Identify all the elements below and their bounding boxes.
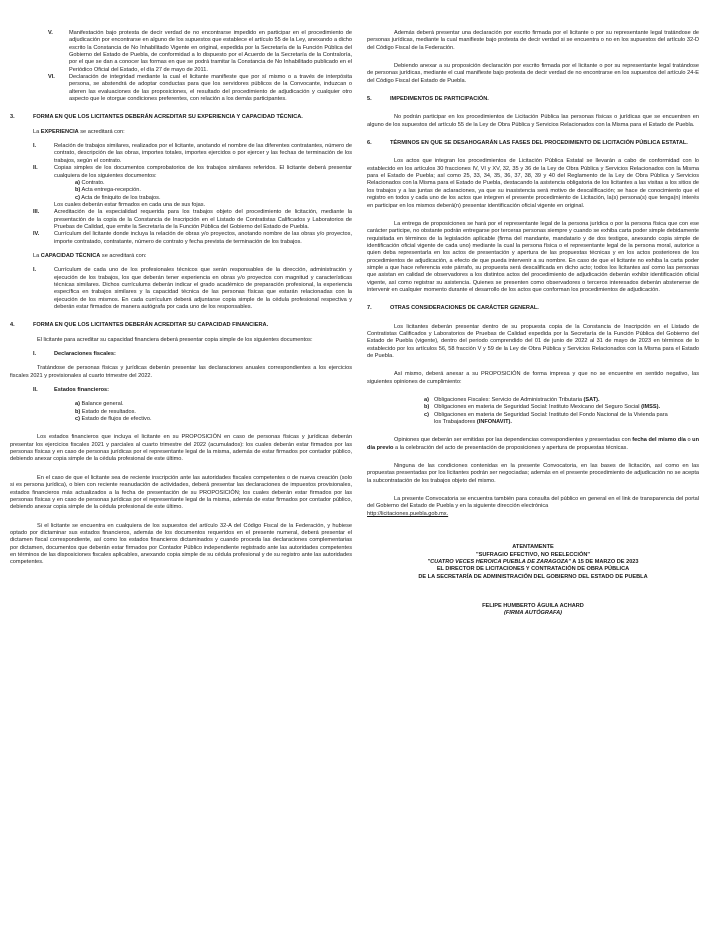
paragraph: Los licitantes deberán presentar dentro de su propuesta copia de la Constancia de Inscripción en el Listado de Contratistas Calificados y Laboratorios de Pruebas de Calidad expedida por la Secretaría de la Función Pública del Gobierno del Estado de Puebla (vigente), dentro del periodo comprendido del 01 de junio de 2022 al 31 de mayo de 2023 en términos de lo establecido por los artículos 56, 58 fracción V y 59 de la Ley de Obra Pública y Servicios Relacionados con la Misma para el Estado de Puebla. — [367, 323, 699, 359]
section-title: IMPEDIMENTOS DE PARTICIPACIÓN. — [390, 96, 489, 103]
list-item — [75, 187, 352, 194]
experience-item — [10, 209, 352, 231]
paragraph: Los actos que integran los procedimientos de Licitación Pública Estatal se llevarán a cabo de conformidad con lo establecido en los artículos 30 fracciones IV, VI y XV, 32, 35 y 36 de la Ley de Obra Pública y Servicios Relacionados con la Misma para el Estado de Puebla; así como 25, 33, 34, 35, 36, 37, 38, 39 y 40 del Reglamento de la Ley de Obra Pública y Servicios Relacionados con la Misma para el Estado de Puebla, destacando la asistencia obligatoria de los licitantes a las visitas a los sitios de los trabajos y a las juntas de aclaraciones, ya que su inasistencia será motivo de descalificación; se hace de conocimiento que el registro en todos y cada uno de los actos que integren el presente procedimiento de Licitación, la(s) persona(s) que tenga(n) interés en participar en los mismos deberá(n) presentar identificación oficial vigente en original. — [367, 158, 699, 209]
paragraph: Los estados financieros que incluya el licitante en su PROPOSICIÓN en caso de personas físicas y jurídicas deberán presentar los ejercicios fiscales 2021 y parciales al cuarto trimestre del 2022 (acumulados): los cuales deberán estar firmados por las personas físicas y en caso de personas jurídicas por el representante legal de la misma, además de estar firmados por contador público, debiendo anexar copia simple de la cédula profesional de este último. — [10, 434, 352, 463]
item-text: Currículum de cada uno de los profesionales técnicos que serán responsables de la dirección, administración y ejecución de los trabajos, los que deberán tener experiencia en obras y/o proyectos con magnitud y características técnicas similares. Dichos currículums deberán indicar el grado académico de preparación profesional, la experiencia específica en trabajos similares y la capacidad técnica de las personas físicas que estarán relacionadas con la ejecución de los mismos. En cada currículum deberá adjuntarse copia simple de la cédula profesional respectiva y deberán estar firmados de manera autógrafa por cada uno de los responsables. — [54, 267, 352, 310]
item-text: Copias simples de los documentos comprobatorios de los trabajos similares referidos. El licitante deberá presentar cualquiera de los siguientes documentos: — [54, 165, 352, 179]
list-letter: c) — [75, 194, 80, 201]
documents-note: Los cuales deberán estar firmados en cada una de sus fojas. — [54, 201, 206, 208]
item-number: II. — [33, 165, 38, 172]
document-list — [10, 180, 352, 202]
experience-item — [10, 165, 352, 180]
capacity-intro — [10, 253, 352, 260]
list-item — [75, 409, 352, 416]
agency-abbr: (INFONAVIT). — [476, 419, 512, 426]
section-number: 3. — [10, 114, 15, 121]
experience-label: EXPERIENCIA — [40, 128, 79, 135]
paragraph: Si el licitante se encuentra en cualquiera de los supuestos del artículo 32-A del Código Fiscal de la Federación, y hubiese optado por dictaminar sus estados financieros, además de los documentos requeridos en el presente numeral, deberá presentar el dictamen fiscal correspondiente, así como los estados financieros dictaminados y cuando proceda las declaraciones complementarias por dictamen, documentos que deberán estar firmados por Contador Público independiente registrado ante las autoridades competentes en términos de las disposiciones fiscales aplicables, anexando copia simple de su cédula profesional y de su registro ante las autoridades competentes. — [10, 522, 352, 566]
agency-abbr: (SAT). — [583, 397, 600, 404]
item-number: V. — [48, 30, 53, 36]
text: La — [33, 252, 41, 259]
paragraph — [367, 437, 699, 452]
item-text: Acreditación de la especialidad requerida para los trabajos objeto del procedimiento de licitación, mediante la presentación de la copia de la Constancia de Inscripción en el Listado de Contratistas Calificados y Laboratorios de Pruebas de Calidad, que emite la Secretaría de la Función Pública del Gobierno del Estado de Puebla. — [54, 209, 352, 230]
item-text: Relación de trabajos similares, realizados por el licitante, anotando el nombre de las diferentes contratantes, número de contrato, descripción de las obras, importes totales, importes ejercidos o por ejercer y las fechas de terminación de los trabajos, según el contrato. — [54, 143, 352, 164]
opinion-item — [367, 412, 699, 427]
item-number: VI. — [48, 74, 55, 81]
list-letter: b) — [75, 187, 81, 194]
closing: ATENTAMENTE — [512, 544, 554, 551]
left-column — [10, 30, 352, 567]
section-number: 7. — [367, 305, 372, 312]
item-number: I. — [33, 267, 37, 274]
text: se acreditará con: — [78, 128, 125, 135]
signer-name: FELIPE HUMBERTO ÁGUILA ACHARD — [482, 602, 584, 609]
list-item — [75, 416, 352, 423]
list-text: Estado de resultados. — [80, 408, 136, 415]
experience-intro — [10, 129, 352, 136]
paragraph: El licitante para acreditar su capacidad financiera deberá presentar copia simple de los siguientes documentos: — [37, 336, 313, 343]
signer-role: DE LA SECRETARÍA DE ADMINISTRACIÓN DEL GOBIERNO DEL ESTADO DE PUEBLA — [418, 573, 648, 580]
item-text: Currículum del licitante donde incluya la relación de obras y/o proyectos, anotando nombre de las obras y/o proyectos, importe contratado, contratante, número de contrato y fecha prevista de terminación de los trabajos. — [54, 231, 352, 245]
experience-item — [10, 143, 352, 165]
list-text: Obligaciones en materia de Seguridad Social: Instituto Mexicano del Seguro Social — [434, 404, 642, 411]
agency-abbr: (IMSS). — [641, 404, 661, 411]
list-letter: a) — [75, 179, 80, 186]
section-7-heading — [367, 305, 699, 312]
list-item — [75, 180, 352, 187]
capacity-item — [10, 267, 352, 311]
paragraph: Ninguna de las condiciones contenidas en la presente Convocatoria, en las bases de licitación, así como en las propuestas presentadas por los licitantes podrán ser negociadas; además en el presente procedimiento de adjudicación no se acepta la subcontratación de los trabajos objeto del mismo. — [367, 463, 699, 484]
requirement-v — [10, 30, 352, 74]
paragraph: Así mismo, deberá anexar a su PROPOSICIÓN de forma impresa y que no se encuentre en sentido negativo, las siguientes opiniones de cumplimiento: — [367, 371, 699, 385]
item-text: Declaración de integridad mediante la cual el licitante manifieste que por sí mismo o a través de interpósita persona, se abstendrá de adoptar conductas para que los servidores públicos de la Convocante, induzcan o alteren las evaluaciones de las proposiciones, el resultado del procedimiento de adjudicación y cualquier otro aspecto que le otorgue condiciones preferentes, con relación a los demás participantes. — [69, 74, 352, 103]
signer-role: EL DIRECTOR DE LICITACIONES Y CONTRATACIÓN DE OBRA PÚBLICA — [436, 566, 630, 573]
section-number: 4. — [10, 322, 15, 329]
fiscal-heading — [10, 351, 352, 358]
list-text: Contrato. — [79, 179, 105, 186]
text: o — [685, 437, 693, 444]
paragraph: En el caso de que el licitante sea de reciente inscripción ante las autoridades fiscales competentes o de nueva creación (solo si es persona jurídica), o bien con reciente reanudación de actividades, deberá presentar las declaraciones de impuestos provisionales, estados financieros más actualizados a la fecha de presentación de su PROPOSICIÓN; los cuales deberán estar firmados por las personas físicas y en caso de personas jurídicas por el representante legal de la misma, además de estar firmados por contador público, debiendo anexar copia simple de la cédula profesional de este último. — [10, 474, 352, 511]
list-text: Obligaciones en materia de Seguridad Social: Instituto del Fondo Nacional de la Vivienda para los Trabajadores — [434, 411, 668, 426]
section-title: FORMA EN QUE LOS LICITANTES DEBERÁN ACREDITAR SU CAPACIDAD FINANCIERA. — [33, 322, 269, 329]
experience-item — [10, 231, 352, 246]
opinion-item — [367, 404, 699, 411]
text: La presente Convocatoria se encuentra también para consulta del público en general en el link de transparencia del portal del Gobierno del Estado de Puebla y en la siguiente dirección electrónica — [367, 496, 699, 510]
paragraph: Debiendo anexar a su proposición declaración por escrito firmada por el licitante o por su representante legal tratándose de personas jurídicas, mediante el cual manifieste bajo protesta de decir verdad de no encontrarse en los supuestos del artículo 24-E del Código Fiscal del Estado de Puebla. — [367, 63, 699, 84]
transparency-link[interactable]: http://licitaciones.puebla.gob.mx. — [367, 510, 449, 517]
statements-list — [10, 401, 352, 423]
section-3-heading — [10, 114, 352, 121]
section-title: FORMA EN QUE LOS LICITANTES DEBERÁN ACREDITAR SU EXPERIENCIA Y CAPACIDAD TÉCNICA. — [33, 114, 303, 121]
capacity-label: CAPACIDAD TÉCNICA — [40, 252, 101, 259]
emphasis: un día previo — [367, 437, 700, 451]
section-title: OTRAS CONSIDERACIONES DE CARÁCTER GENERAL. — [390, 305, 539, 312]
emphasis: fecha del mismo día — [632, 437, 686, 444]
item-number: I. — [33, 351, 37, 358]
list-letter: b) — [75, 408, 81, 415]
paragraph — [367, 496, 699, 518]
section-5-heading — [367, 96, 699, 103]
motto-line: "SUFRAGIO EFECTIVO, NO REELECCIÓN" — [475, 551, 591, 558]
list-item — [75, 401, 352, 408]
right-column — [367, 30, 699, 618]
paragraph: La entrega de proposiciones se hará por el representante legal de la persona jurídica o por la persona física que con ese carácter participe, no obstante podrán entregarse por terceras personas siempre y cuando se exhiba carta poder simple debidamente requisitada en términos de la legislación aplicable (firma del mandante, mandatario y de dos testigos, anexando copia simple de identificación oficial vigente de cada uno) mediante la cual la persona física o el representante legal de la persona moral, autorice a quien deba representarla en los actos de presentación y apertura de las propuestas técnicas y en los actos posteriores de los procedimientos de adjudicación, a efecto de que pueda intervenir a su nombre. En caso de que el licitante no exhiba la carta poder simple a que hace referencia este párrafo, su propuesta será descalificada en dicho acto; todos los licitantes así como las personas que asistan en calidad de observadores a los distintos actos del procedimiento de adjudicación deberán exhibir identificación oficial vigente, así como registrar su asistencia. Quienes se presenten como observadores o terceros interesados deberán abstenerse de intervenir en cualquier momento durante el desarrollo de los actos que conforman los procedimientos de adjudicación. — [367, 220, 699, 293]
section-6-heading — [367, 140, 699, 147]
list-text: Estado de flujos de efectivo. — [79, 416, 152, 423]
list-item — [75, 195, 352, 202]
item-title: Declaraciones fiscales: — [54, 351, 116, 358]
text: a la celebración del acto de presentación de proposiciones y apertura de propuestas técnicas. — [393, 444, 628, 451]
list-text: Obligaciones Fiscales: Servicio de Administración Tributaria — [434, 397, 584, 404]
list-text: Acta entrega-recepción. — [80, 187, 141, 194]
item-text: Manifestación bajo protesta de decir verdad de no encontrarse impedido en participar en el procedimiento de adjudicación por encontrarse en alguno de los supuestos que establece el artículo 55 de la Ley, anexando a dicho escrito la Constancia de No Inhabilitado Vigente en original, expedida por la Secretaría de la Función Pública del Gobierno del Estado de Puebla, de conformidad a lo dispuesto por el Acuerdo de la Secretaría de la Contraloría, por el que se dan a conocer las formas en que se podrá tramitar la Constancia de No Inhabilitado publicado en el Periódico Oficial del Estado, el día 27 de mayo de 2011. — [69, 30, 352, 73]
section-4-heading — [10, 322, 352, 329]
item-number: IV. — [33, 231, 40, 238]
paragraph: Además deberá presentar una declaración por escrito firmada por el licitante o por su representante legal tratándose de personas jurídicas, mediante la cual manifieste bajo protesta de decir verdad si se encuentra o no en los supuestos del artículo 32-D del Código Fiscal de la Federación. — [367, 30, 699, 51]
text: se acreditará con: — [100, 252, 147, 259]
section-number: 6. — [367, 140, 372, 147]
list-letter: a) — [424, 397, 429, 404]
item-number: I. — [33, 143, 37, 150]
item-number: II. — [33, 387, 38, 394]
list-letter: b) — [424, 404, 430, 411]
date: A 15 DE MARZO DE 2023 — [570, 558, 639, 565]
motto: "CUATRO VECES HEROICA PUEBLA DE ZARAGOZA" — [427, 558, 571, 565]
paragraph: Tratándose de personas físicas y jurídicas deberán presentar las declaraciones anuales correspondientes a los ejercicios fiscales 2021 y provisionales al cuarto trimestre del 2022. — [10, 365, 352, 379]
opinion-item — [367, 397, 699, 404]
requirement-vi — [10, 74, 352, 103]
list-text: Acta de finiquito de los trabajos. — [79, 194, 161, 201]
section-title: TÉRMINOS EN QUE SE DESAHOGARÁN LAS FASES DEL PROCEDIMIENTO DE LICITACIÓN PÚBLICA ESTATAL. — [390, 140, 688, 147]
section-number: 5. — [367, 96, 372, 103]
list-letter: c) — [424, 411, 429, 418]
signature-block — [367, 544, 699, 617]
text: Opiniones que deberán ser emitidas por las dependencias correspondientes y presentadas con — [394, 437, 633, 444]
list-letter: a) — [75, 401, 80, 408]
item-number: III. — [33, 209, 40, 216]
item-title: Estados financieros: — [54, 387, 110, 394]
paragraph: No podrán participar en los procedimientos de Licitación Pública las personas físicas o jurídicas que se encuentren en alguno de los supuestos del artículo 55 de la Ley de Obra Pública y Servicios Relacionados con la Misma para el Estado de Puebla. — [367, 114, 699, 128]
financial-heading — [10, 387, 352, 394]
signature-note: (FIRMA AUTÓGRAFA) — [504, 610, 562, 617]
list-letter: c) — [75, 416, 80, 423]
list-text: Balance general. — [79, 401, 124, 408]
text: La — [33, 128, 41, 135]
